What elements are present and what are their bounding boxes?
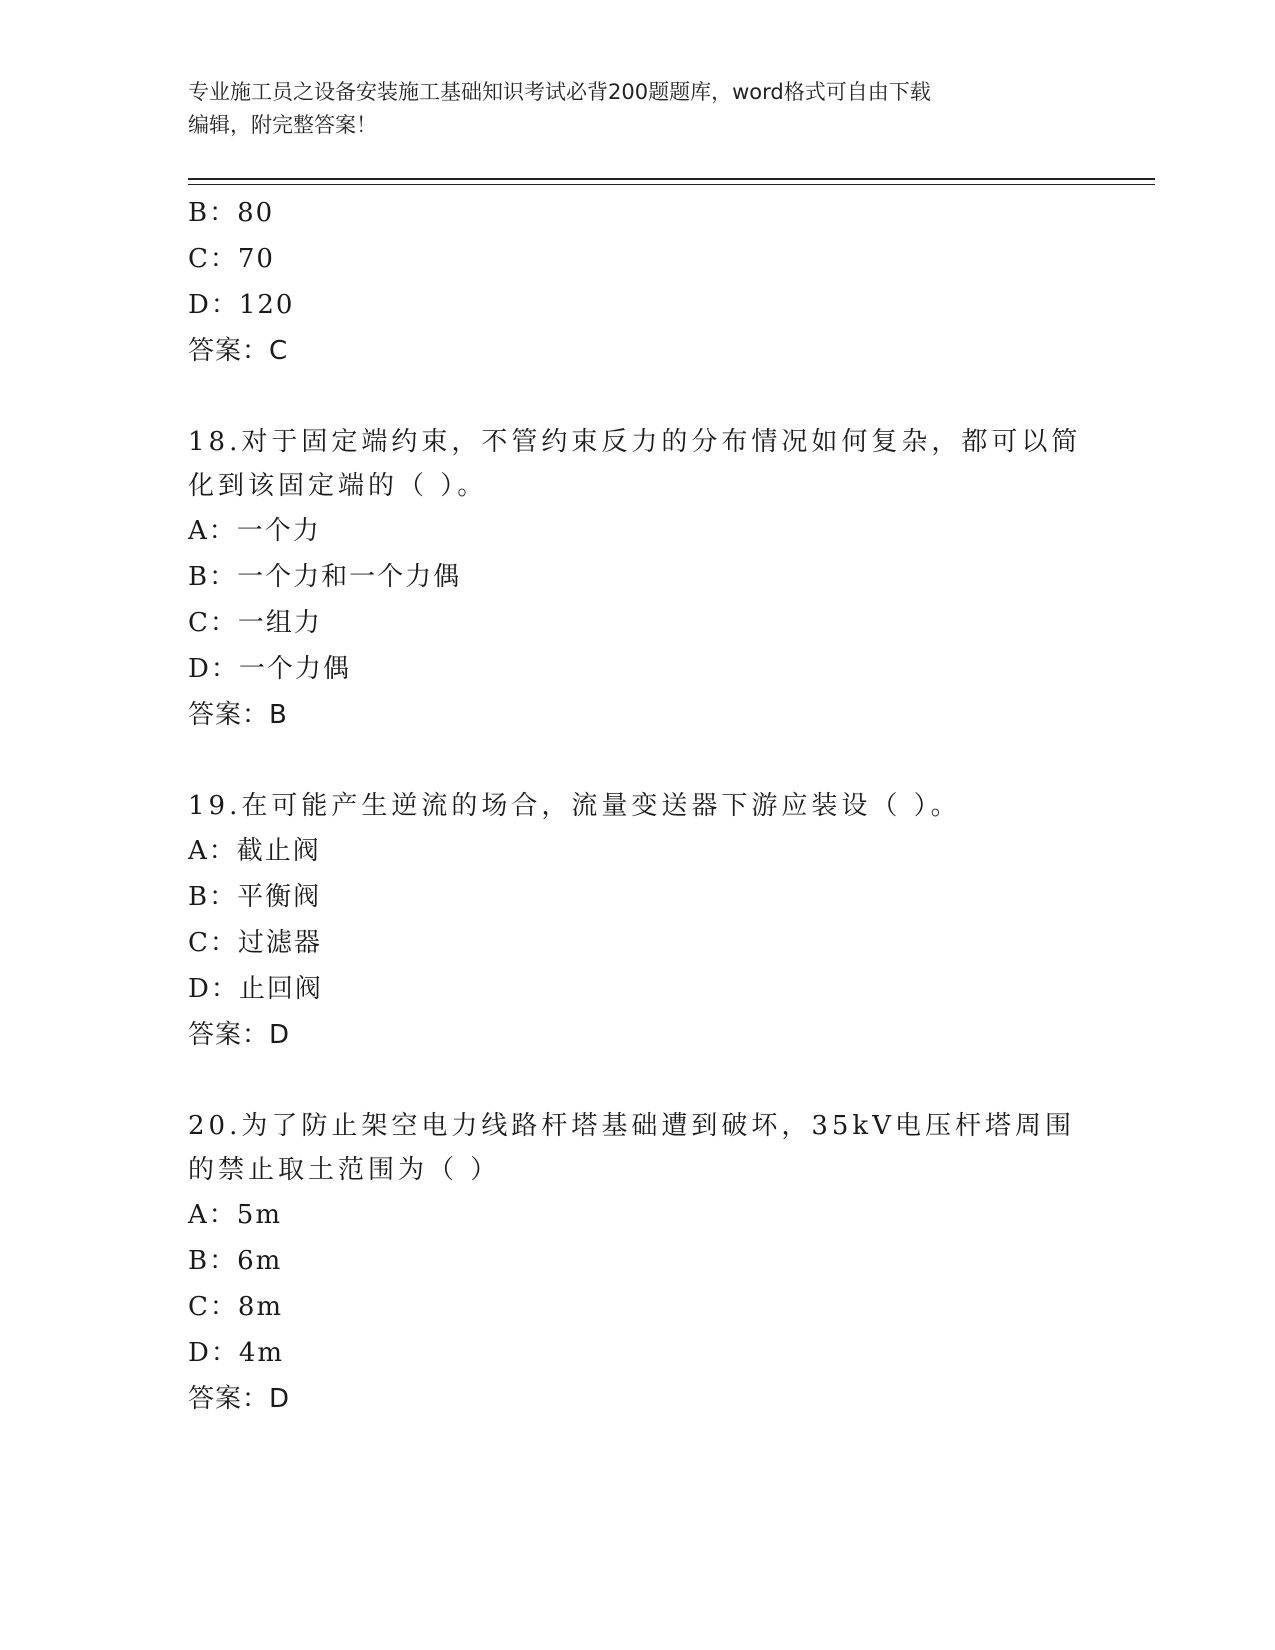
question-19 bbox=[188, 784, 1108, 1058]
question-18 bbox=[188, 420, 1108, 738]
option-d: D：一个力偶 bbox=[188, 654, 351, 684]
option-d: D：止回阀 bbox=[188, 974, 323, 1004]
answer: 答案：C bbox=[188, 336, 289, 366]
question-list bbox=[188, 190, 1108, 1422]
question-stem: 18.对于固定端约束，不管约束反力的分布情况如何复杂，都可以简化到该固定端的（ ）。 bbox=[188, 427, 1082, 501]
spacer bbox=[188, 738, 1108, 784]
option-d: D：120 bbox=[188, 290, 295, 320]
option-a: A：一个力 bbox=[188, 516, 321, 546]
question-stem: 20.为了防止架空电力线路杆塔基础遭到破坏，35kV电压杆塔周围的禁止取土范围为（ ） bbox=[188, 1111, 1075, 1185]
option-c: C：过滤器 bbox=[188, 928, 322, 958]
option-b: B：80 bbox=[188, 198, 275, 228]
option-b: B：一个力和一个力偶 bbox=[188, 562, 462, 592]
answer: 答案：D bbox=[188, 1020, 291, 1050]
option-a: A：截止阀 bbox=[188, 836, 321, 866]
spacer bbox=[188, 1058, 1108, 1104]
question-20 bbox=[188, 1104, 1108, 1422]
header-line-2: 编辑，附完整答案！ bbox=[188, 113, 377, 137]
question-stem: 19.在可能产生逆流的场合，流量变送器下游应装设（ ）。 bbox=[188, 791, 961, 821]
header-divider-top bbox=[188, 178, 1155, 180]
header-line-1: 专业施工员之设备安装施工基础知识考试必背200题题库，word格式可自由下载 bbox=[188, 80, 931, 104]
option-c: C：8m bbox=[188, 1292, 284, 1322]
option-c: C：一组力 bbox=[188, 608, 322, 638]
document-header bbox=[188, 76, 1088, 142]
option-c: C：70 bbox=[188, 244, 275, 274]
option-b: B：平衡阀 bbox=[188, 882, 322, 912]
option-a: A：5m bbox=[188, 1200, 282, 1230]
answer: 答案：B bbox=[188, 700, 288, 730]
header-divider-bottom bbox=[188, 184, 1155, 185]
question-17-continued bbox=[188, 190, 1108, 374]
option-d: D：4m bbox=[188, 1338, 285, 1368]
spacer bbox=[188, 374, 1108, 420]
option-b: B：6m bbox=[188, 1246, 283, 1276]
answer: 答案：D bbox=[188, 1384, 291, 1414]
